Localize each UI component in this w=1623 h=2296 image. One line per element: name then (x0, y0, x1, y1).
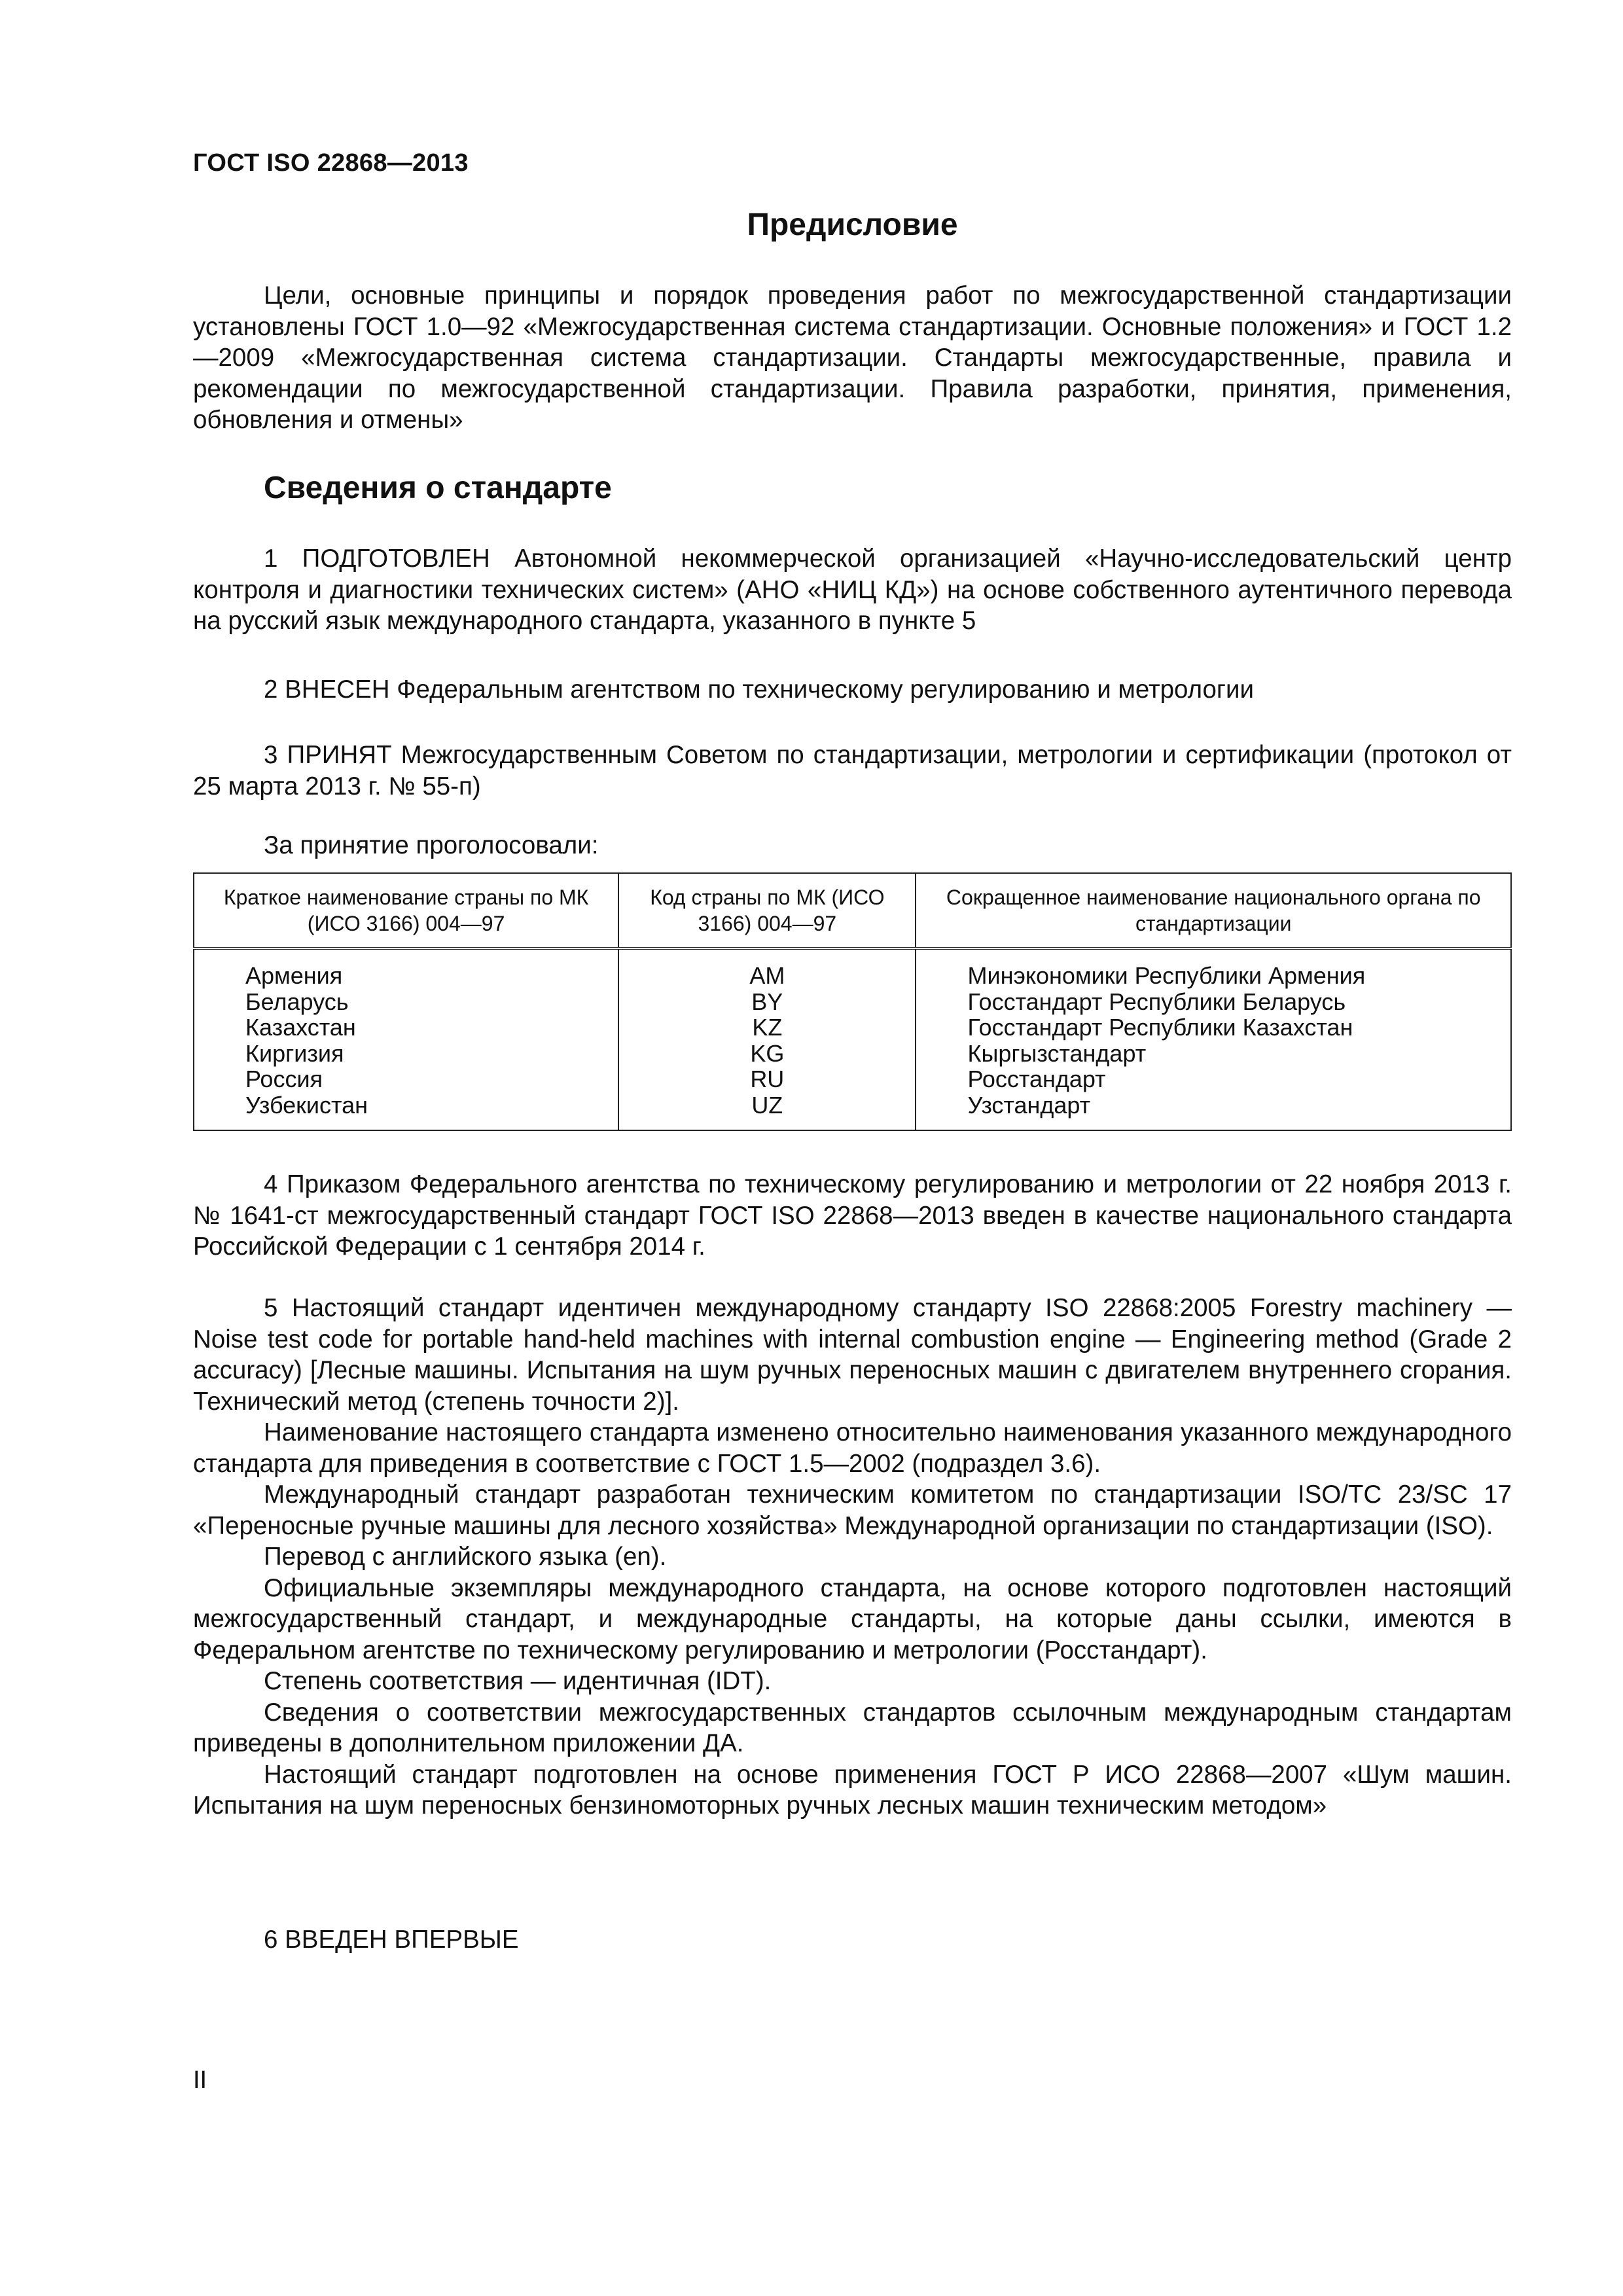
standards-body-column (916, 948, 1511, 1130)
table-header-row (194, 873, 1511, 948)
table-header-country: Краткое наименование страны по МК (ИСО 3166) 004—97 (194, 873, 618, 948)
foreword-title: Предисловие (747, 207, 958, 242)
item-4-paragraph: 4 Приказом Федерального агентства по техническому регулированию и метрологии от 22 ноября 2013 г. № 1641-ст межгосударственный стандарт ГОСТ ISO 22868—2013 введен в качестве национального стандарта Российской Федерации с 1 сентября 2014 г. (193, 1170, 1512, 1261)
item-5-paragraph-5: Официальные экземпляры международного стандарта, на основе которого подготовлен настоящий межгосударственный стандарт, и международные стандарты, на которые даны ссылки, имеются в Федеральном агентстве по техническому регулированию и метрологии (Росстандарт). (193, 1573, 1512, 1664)
item-2-paragraph: 2 ВНЕСЕН Федеральным агентством по техническому регулированию и метрологии (264, 675, 1254, 704)
standards-body-name: Росстандарт (967, 1066, 1106, 1092)
country-name: Армения (245, 962, 343, 989)
item-5-block (193, 1293, 1512, 1821)
item-5-paragraph-8: Настоящий стандарт подготовлен на основе применения ГОСТ Р ИСО 22868—2007 «Шум машин. Испытания на шум переносных бензиномоторных ручных лесных машин техническим методом» (193, 1760, 1512, 1820)
item-3-block (193, 740, 1512, 802)
foreword-paragraph: Цели, основные принципы и порядок проведения работ по межгосударственной стандартизации установлены ГОСТ 1.0—92 «Межгосударственная система стандартизации. Основные положения» и ГОСТ 1.2—2009 «Межгосударственная система стандартизации. Стандарты межгосударственные, правила и рекомендации по межгосударственной стандартизации. Правила разработки, принятия, применения, обновления и отмены» (193, 281, 1512, 434)
code-column (618, 948, 916, 1130)
item-2-block (193, 674, 1512, 706)
country-code: BY (751, 988, 783, 1015)
standards-body-name: Кыргызстандарт (967, 1039, 1147, 1067)
item-4-block (193, 1169, 1512, 1263)
document-code: ГОСТ ISO 22868—2013 (193, 149, 469, 177)
standards-body-name: Узстандарт (967, 1091, 1091, 1119)
standard-info-title: Сведения о стандарте (264, 471, 612, 505)
item-5-paragraph-6: Степень соответствия — идентичная (IDT). (264, 1667, 772, 1695)
foreword-text-block (193, 280, 1512, 436)
country-name: Россия (245, 1066, 323, 1092)
table-header-body: Сокращенное наименование национального органа по стандартизации (916, 873, 1511, 948)
item-3-paragraph: 3 ПРИНЯТ Межгосударственным Советом по стандартизации, метрологии и сертификации (протокол от 25 марта 2013 г. № 55-п) (193, 741, 1512, 800)
country-code: KG (750, 1039, 785, 1067)
item-1-block (193, 543, 1512, 637)
standards-body-name: Госстандарт Республики Казахстан (967, 1014, 1353, 1041)
voted-label-block (193, 830, 1512, 861)
country-name: Казахстан (245, 1014, 356, 1041)
page-number: II (193, 2066, 207, 2094)
country-name: Беларусь (245, 988, 349, 1015)
document-page (193, 0, 1512, 2296)
country-code: AM (749, 962, 785, 989)
country-code: RU (750, 1066, 785, 1092)
table-body-row (194, 948, 1511, 1130)
country-name: Узбекистан (245, 1091, 368, 1119)
item-5-paragraph-2: Наименование настоящего стандарта изменено относительно наименования указанного международного стандарта для приведения в соответствие с ГОСТ 1.5—2002 (подраздел 3.6). (193, 1418, 1512, 1478)
item-5-paragraph-3: Международный стандарт разработан техническим комитетом по стандартизации ISO/TC 23/SC 17 «Переносные ручные машины для лесного хозяйства» Международной организации по стандартизации (ISO). (193, 1480, 1512, 1540)
item-6-block (193, 1924, 1512, 1956)
item-5-paragraph-1: 5 Настоящий стандарт идентичен международному стандарту ISO 22868:2005 Forestry machinery — Noise test code for portable hand-held machines with internal combustion engine — Engineering method (Grade 2 accuracy) [Лесные машины. Испытания на шум ручных переносных машин с двигателем внутреннего сгорания. Технический метод (степень точности 2)]. (193, 1294, 1512, 1416)
country-code: UZ (751, 1091, 783, 1119)
standards-body-name: Госстандарт Республики Беларусь (967, 988, 1346, 1015)
table-header-code: Код страны по МК (ИСО 3166) 004—97 (618, 873, 916, 948)
item-1-paragraph: 1 ПОДГОТОВЛЕН Автономной некоммерческой организацией «Научно-исследовательский центр контроля и диагностики технических систем» (АНО «НИЦ КД») на основе собственного аутентичного перевода на русский язык международного стандарта, указанного в пункте 5 (193, 545, 1512, 635)
item-5-paragraph-7: Сведения о соответствии межгосударственных стандартов ссылочным международным стандартам приведены в дополнительном приложении ДА. (193, 1698, 1512, 1757)
standards-body-name: Минэкономики Республики Армения (967, 962, 1366, 989)
country-name: Киргизия (245, 1039, 344, 1067)
country-code: KZ (752, 1014, 783, 1041)
voted-label: За принятие проголосовали: (264, 831, 599, 859)
country-column (194, 948, 618, 1130)
item-6-paragraph: 6 ВВЕДЕН ВПЕРВЫЕ (264, 1926, 519, 1954)
item-5-paragraph-4: Перевод с английского языка (en). (264, 1543, 667, 1571)
voting-countries-table (193, 872, 1512, 1131)
